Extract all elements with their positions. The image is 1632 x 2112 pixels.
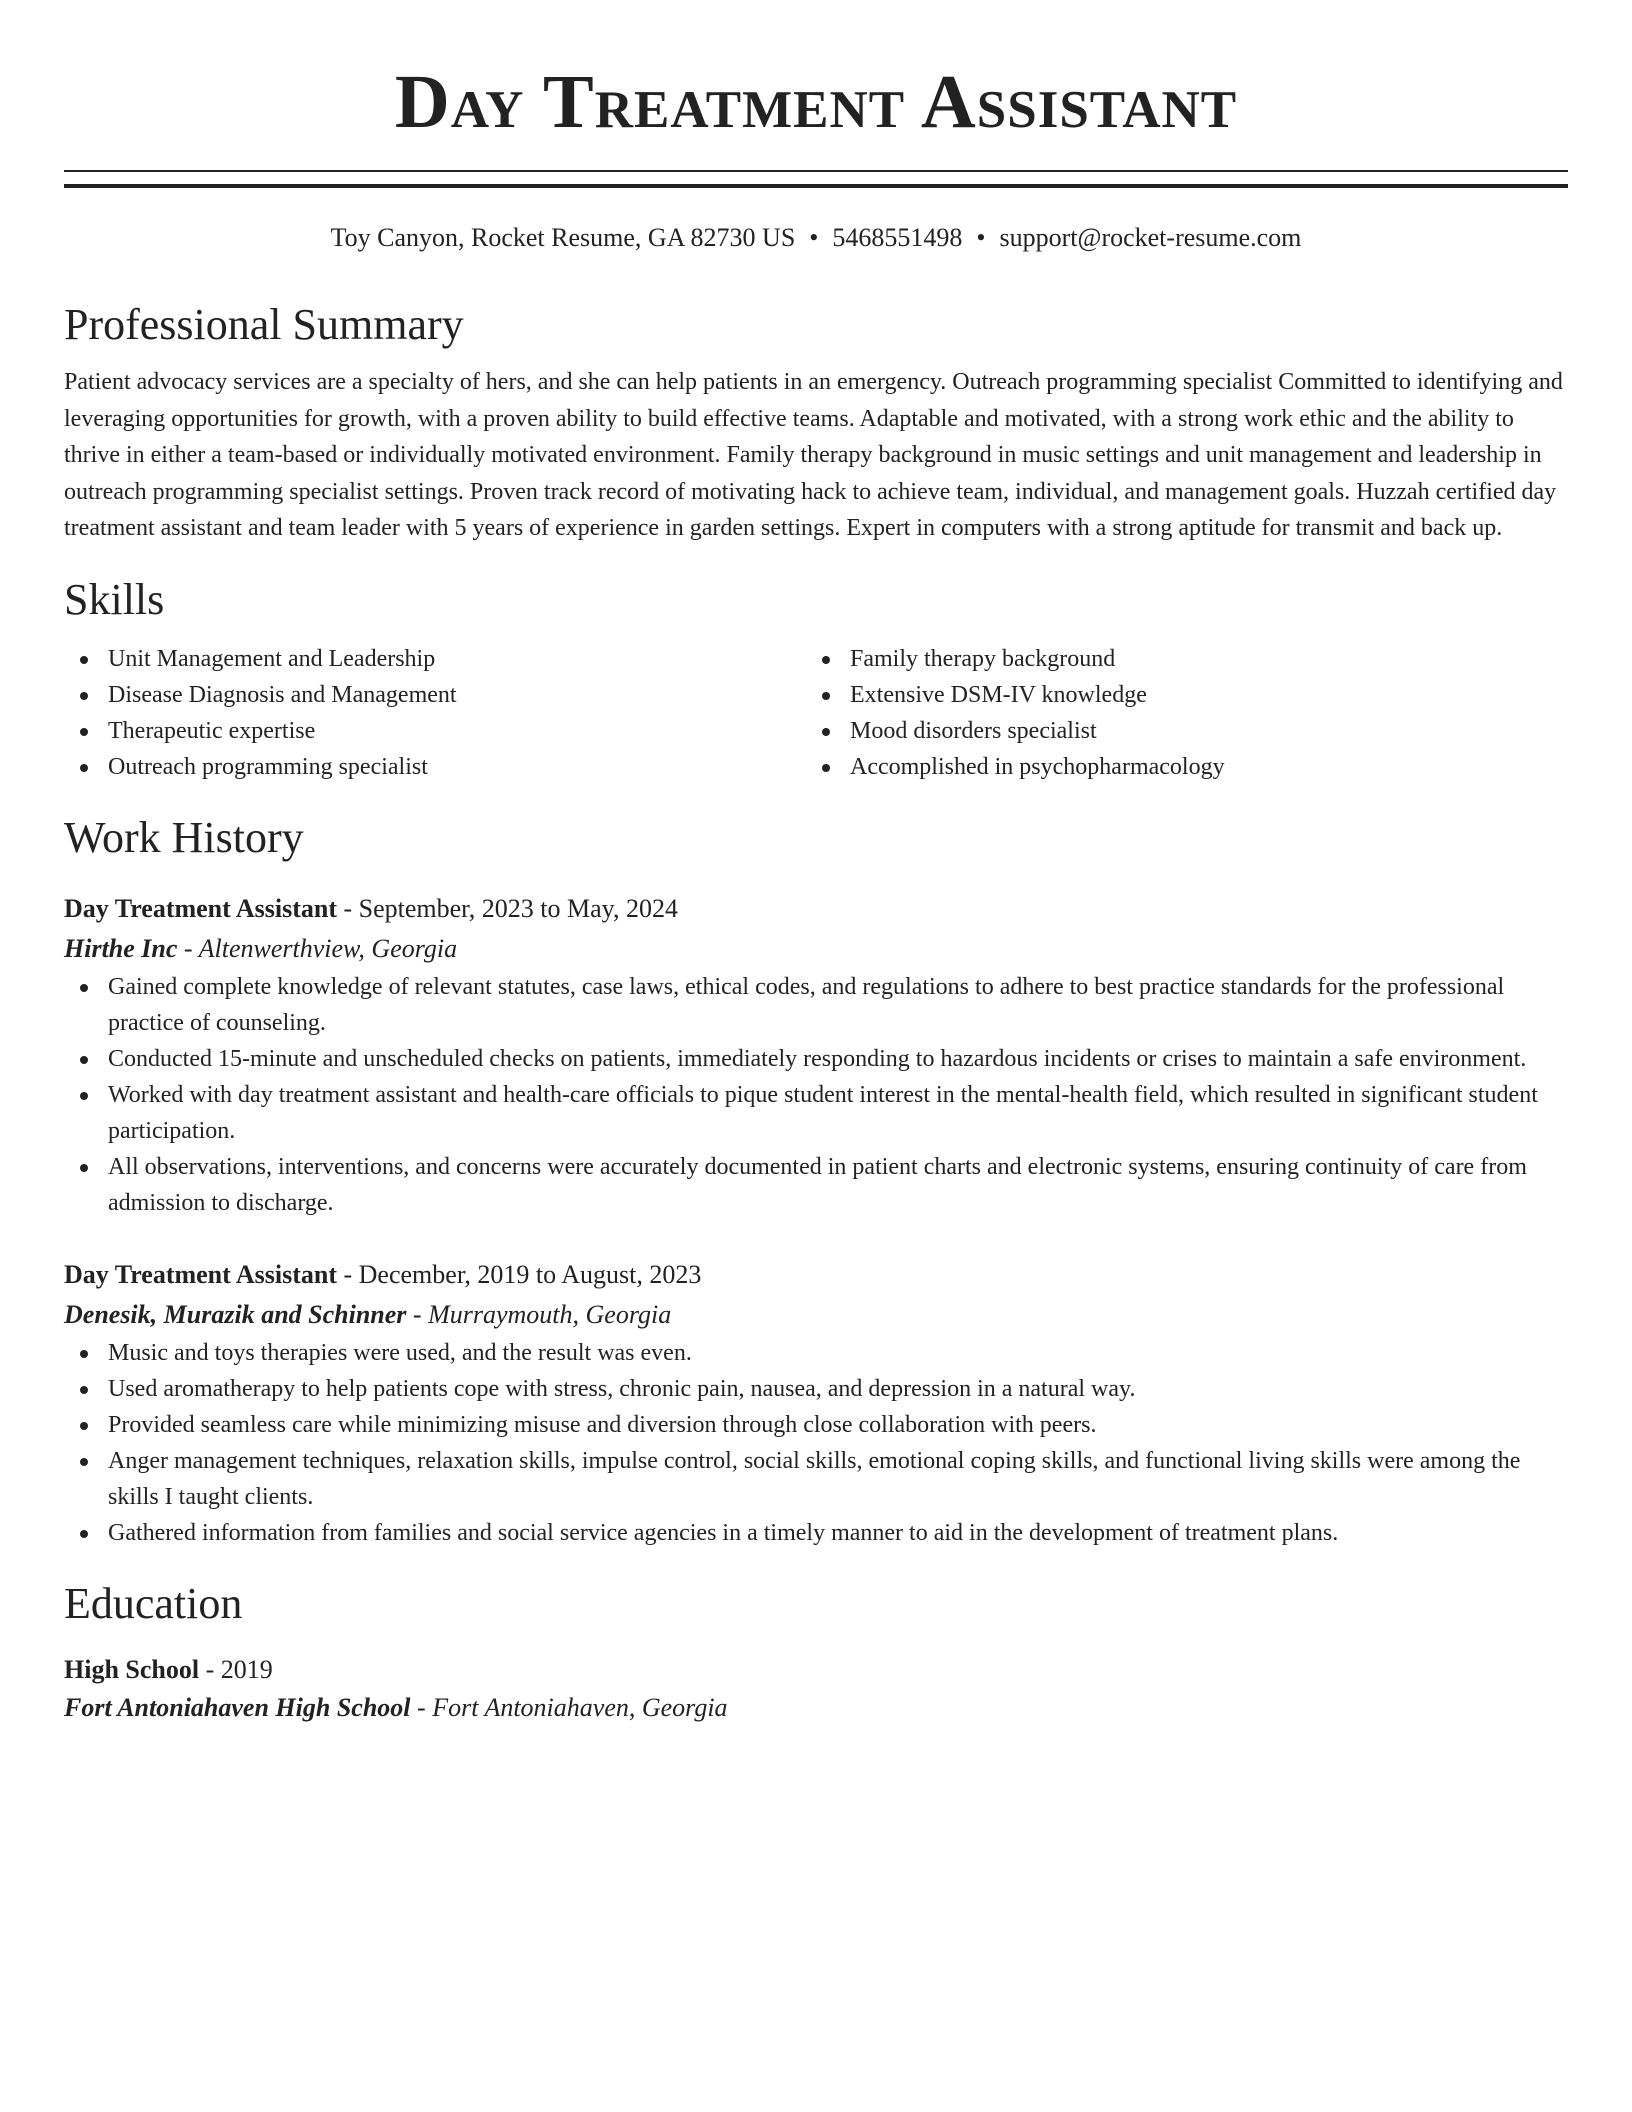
job-dates: - September, 2023 to May, 2024 xyxy=(337,893,678,923)
work-history-heading: Work History xyxy=(64,812,304,862)
resume-title: Day Treatment Assistant xyxy=(394,60,1238,144)
skills-heading: Skills xyxy=(64,574,165,624)
education-year: - 2019 xyxy=(199,1654,273,1684)
job-bullet: Worked with day treatment assistant and health-care officials to pique student interest in the mental-health field, which resulted in significant student participation. xyxy=(64,1077,1568,1149)
job-bullet: Conducted 15-minute and unscheduled checks on patients, immediately responding to hazardous incidents or crises to maintain a safe environment. xyxy=(64,1041,1568,1077)
education-section xyxy=(64,1577,1568,1727)
education-location: - Fort Antoniahaven, Georgia xyxy=(410,1692,728,1722)
job-header xyxy=(64,889,1568,929)
skill-item: Extensive DSM-IV knowledge xyxy=(806,677,1568,713)
skill-item: Accomplished in psychopharmacology xyxy=(806,749,1568,785)
skills-grid xyxy=(64,641,1568,785)
summary-heading: Professional Summary xyxy=(64,300,464,349)
job-bullet: Provided seamless care while minimizing misuse and diversion through close collaboration with peers. xyxy=(64,1407,1568,1443)
job-title: Day Treatment Assistant xyxy=(64,1259,337,1289)
contact-email: support@rocket-resume.com xyxy=(999,223,1302,252)
education-heading: Education xyxy=(64,1578,243,1628)
skill-item: Outreach programming specialist xyxy=(64,749,806,785)
contact-address: Toy Canyon, Rocket Resume, GA 82730 US xyxy=(330,223,796,252)
contact-phone: 5468551498 xyxy=(832,223,963,252)
job-employer xyxy=(64,929,1568,969)
job-bullet: Anger management techniques, relaxation skills, impulse control, social skills, emotional coping skills, and functional living skills were among the skills I taught clients. xyxy=(64,1443,1568,1515)
job-bullet: Gained complete knowledge of relevant statutes, case laws, ethical codes, and regulations to adhere to best practice standards for the professional practice of counseling. xyxy=(64,969,1568,1041)
skills-section xyxy=(64,573,1568,785)
job-location: - Altenwerthview, Georgia xyxy=(177,933,458,963)
resume-page xyxy=(64,0,1568,1727)
work-history-section xyxy=(64,811,1568,1551)
summary-text: Patient advocacy services are a specialty of hers, and she can help patients in an emergency. Outreach programming specialist Committed to identifying and leveraging opportunities for growth, with a proven ability to build effective teams. Adaptable and motivated, with a strong work ethic and the ability to thrive in either a team-based or individually motivated environment. Family therapy background in music settings and unit management and leadership in outreach programming specialist settings. Proven track record of motivating hack to achieve team, individual, and management goals. Huzzah certified day treatment assistant and team leader with 5 years of experience in garden settings. Expert in computers with a strong aptitude for transmit and back up. xyxy=(64,369,1563,541)
job-employer xyxy=(64,1295,1568,1335)
job-company: Denesik, Murazik and Schinner xyxy=(64,1299,407,1329)
contact-separator: • xyxy=(809,223,819,252)
job-company: Hirthe Inc xyxy=(64,933,178,963)
job-dates: - December, 2019 to August, 2023 xyxy=(337,1259,702,1289)
job-title: Day Treatment Assistant xyxy=(64,893,337,923)
skill-item: Disease Diagnosis and Management xyxy=(64,677,806,713)
contact-separator: • xyxy=(976,223,986,252)
education-degree: High School xyxy=(64,1654,200,1684)
skill-item: Mood disorders specialist xyxy=(806,713,1568,749)
education-school: Fort Antoniahaven High School xyxy=(64,1692,411,1722)
job-bullet: Used aromatherapy to help patients cope with stress, chronic pain, nausea, and depression in a natural way. xyxy=(64,1371,1568,1407)
education-institution xyxy=(64,1689,1568,1727)
job-bullet: All observations, interventions, and concerns were accurately documented in patient charts and electronic systems, ensuring continuity of care from admission to discharge. xyxy=(64,1149,1568,1221)
job-bullet: Gathered information from families and social service agencies in a timely manner to aid in the development of treatment plans. xyxy=(64,1515,1568,1551)
job-header xyxy=(64,1255,1568,1295)
skills-left-column xyxy=(64,641,806,785)
summary-section xyxy=(64,298,1568,547)
contact-line xyxy=(64,220,1568,256)
skills-right-column xyxy=(806,641,1568,785)
skill-item: Unit Management and Leadership xyxy=(64,641,806,677)
job-bullet-list xyxy=(64,1335,1568,1551)
job-location: - Murraymouth, Georgia xyxy=(406,1299,672,1329)
job-bullet: Music and toys therapies were used, and the result was even. xyxy=(64,1335,1568,1371)
job-entry xyxy=(64,889,1568,1221)
skill-item: Therapeutic expertise xyxy=(64,713,806,749)
education-header xyxy=(64,1651,1568,1689)
job-bullet-list xyxy=(64,969,1568,1221)
job-entry xyxy=(64,1255,1568,1551)
title-double-rule xyxy=(64,170,1568,188)
skill-item: Family therapy background xyxy=(806,641,1568,677)
